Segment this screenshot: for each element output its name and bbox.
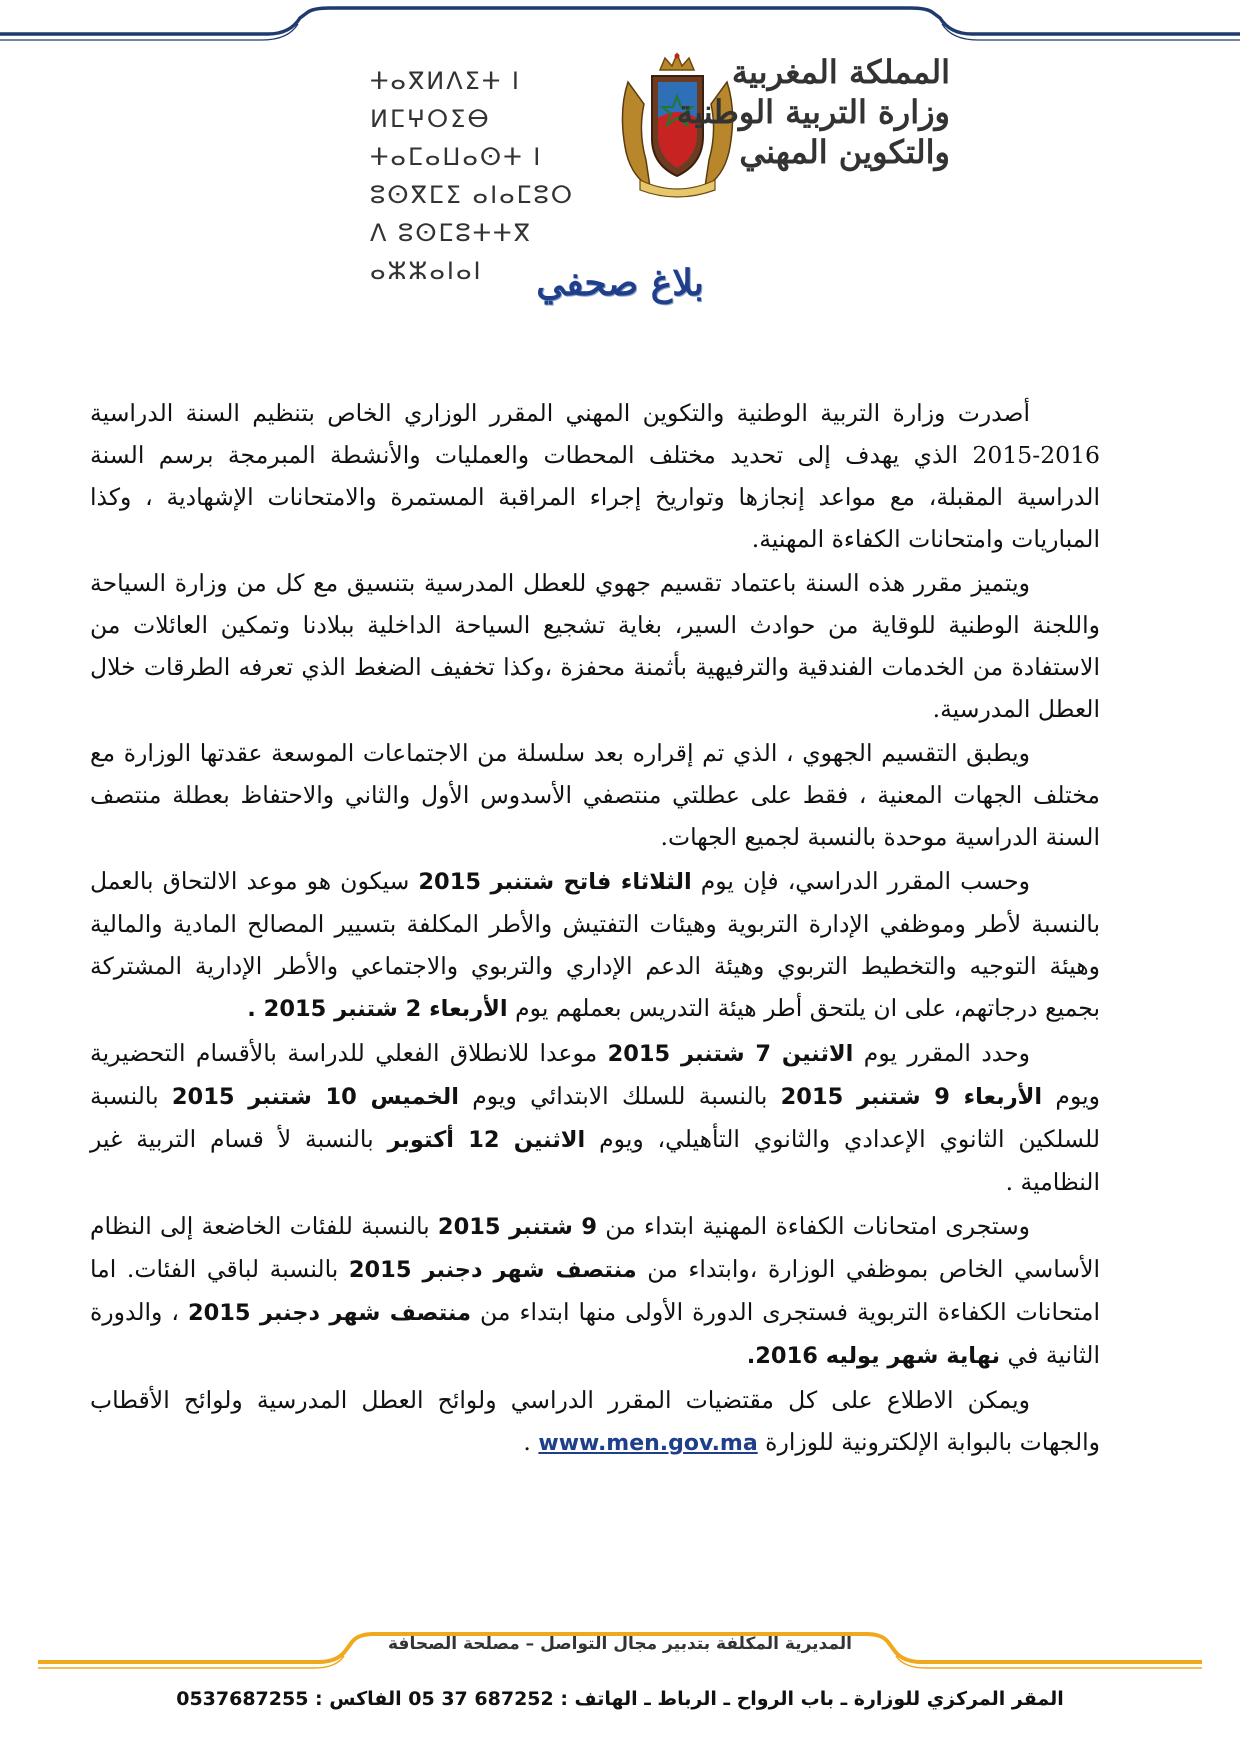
date-highlight: الثلاثاء فاتح شتنبر 2015 bbox=[418, 869, 692, 895]
paragraph-4: وحسب المقرر الدراسي، فإن يوم الثلاثاء فاتح شتنبر 2015 سيكون هو موعد الالتحاق بالعمل بالنسبة لأطر وموظفي الإدارة التربوية وهيئات التفتيش والأطر المكلفة بتسيير المصالح المادية والمالية وهيئة التوجيه والتخطيط التربوي وهيئة الدعم الإداري والتربوي والاجتماعي والأطر الإدارية المشتركة بجميع درجاتهم، على ان يلتحق أطر هيئة التدريس بعملهم يوم الأربعاء 2 شتنبر 2015 . bbox=[90, 867, 1100, 1022]
date-highlight: الأربعاء 2 شتنبر 2015 . bbox=[247, 996, 508, 1022]
date-highlight: الاثنين 12 أكتوبر bbox=[387, 1127, 586, 1153]
date-highlight: الاثنين 7 شتنبر 2015 bbox=[607, 1041, 854, 1067]
paragraph-5: وحدد المقرر يوم الاثنين 7 شتنبر 2015 موعدا للانطلاق الفعلي للدراسة بالأقسام التحضيرية ويوم الأربعاء 9 شتنبر 2015 بالنسبة للسلك الابتدائي ويوم الخميس 10 شتنبر 2015 بالنسبة للسلكين الثانوي الإعدادي والثانوي التأهيلي، ويوم الاثنين 12 أكتوبر بالنسبة لأ قسام التربية غير النظامية . bbox=[90, 1039, 1100, 1196]
document-body bbox=[90, 392, 1100, 1467]
paragraph-7: ويمكن الاطلاع على كل مقتضيات المقرر الدراسي ولوائح العطل المدرسية ولوائح الأقطاب والجهات بالبوابة الإلكترونية للوزارة www.men.gov.ma . bbox=[90, 1386, 1100, 1456]
date-highlight: 9 شتنبر 2015 bbox=[437, 1214, 598, 1240]
date-highlight: منتصف شهر دجنبر 2015 bbox=[348, 1257, 637, 1283]
footer-department: المديرية المكلفة بتدبير مجال التواصل – مصلحة الصحافة bbox=[388, 1634, 852, 1654]
paragraph-6: وستجرى امتحانات الكفاءة المهنية ابتداء من 9 شتنبر 2015 بالنسبة للفئات الخاضعة إلى النظام الأساسي الخاص بموظفي الوزارة ،وابتداء من منتصف شهر دجنبر 2015 بالنسبة لباقي الفئات. اما امتحانات الكفاءة التربوية فستجرى الدورة الأولى منها ابتداء من منتصف شهر دجنبر 2015 ، والدورة الثانية في نهاية شهر يوليه 2016. bbox=[90, 1212, 1101, 1369]
date-highlight: نهاية شهر يوليه 2016. bbox=[746, 1343, 1001, 1369]
document-title: بلاغ صحفي bbox=[536, 262, 704, 304]
paragraph-3: ويطبق التقسيم الجهوي ، الذي تم إقراره بعد سلسلة من الاجتماعات الموسعة عقدتها الوزارة مع مختلف الجهات المعنية ، فقط على عطلتي منتصفي الأسدوس الأول والثاني والاحتفاظ بعطلة منتصف السنة الدراسية موحدة بالنسبة لجميع الجهات. bbox=[90, 739, 1100, 851]
paragraph-2: ويتميز مقرر هذه السنة باعتماد تقسيم جهوي للعطل المدرسية بتنسيق مع كل من وزارة السياحة واللجنة الوطنية للوقاية من حوادث السير، بغاية تشجيع السياحة الداخلية ببلادنا وتمكين العائلات من الاستفادة من الخدمات الفندقية والترفيهية بأثمنة محفزة ،وكذا تخفيف الضغط الذي تعرفه الطرقات خلال العطل المدرسية. bbox=[90, 569, 1100, 723]
date-highlight: الأربعاء 9 شتنبر 2015 bbox=[780, 1084, 1043, 1110]
header-decorative-line bbox=[0, 0, 1240, 60]
arabic-ministry-name: المملكة المغربية وزارة التربية الوطنية والتكوين المهني bbox=[676, 53, 950, 171]
date-highlight: منتصف شهر دجنبر 2015 bbox=[187, 1300, 471, 1326]
tifinagh-ministry-name: ⵜⴰⴳⵍⴷⵉⵜ ⵏ ⵍⵎⵖⵔⵉⴱ ⵜⴰⵎⴰⵡⴰⵙⵜ ⵏ ⵓⵙⴳⵎⵉ ⴰⵏⴰⵎⵓⵔ ⴷ ⵓⵙⵎⵓⵜⵜⴳ ⴰⵣⵣⴰⵏⴰⵏ bbox=[370, 67, 575, 285]
footer-address: المقر المركزي للوزارة ـ باب الرواح ـ الرباط ـ الهاتف : 687252 37 05 الفاكس : 0537687255 bbox=[176, 1688, 1064, 1710]
paragraph-1: أصدرت وزارة التربية الوطنية والتكوين المهني المقرر الوزاري الخاص بتنظيم السنة الدراسية 2016-2015 الذي يهدف إلى تحديد مختلف المحطات والعمليات والأنشطة المبرمجة برسم السنة الدراسية المقبلة، مع مواعد إنجازها وتواريخ إجراء المراقبة المستمرة والامتحانات الإشهادية ، وكذا المباريات وامتحانات الكفاءة المهنية. bbox=[90, 399, 1100, 553]
ministry-website-link[interactable]: www.men.gov.ma bbox=[538, 1431, 758, 1456]
date-highlight: الخميس 10 شتنبر 2015 bbox=[171, 1084, 459, 1110]
